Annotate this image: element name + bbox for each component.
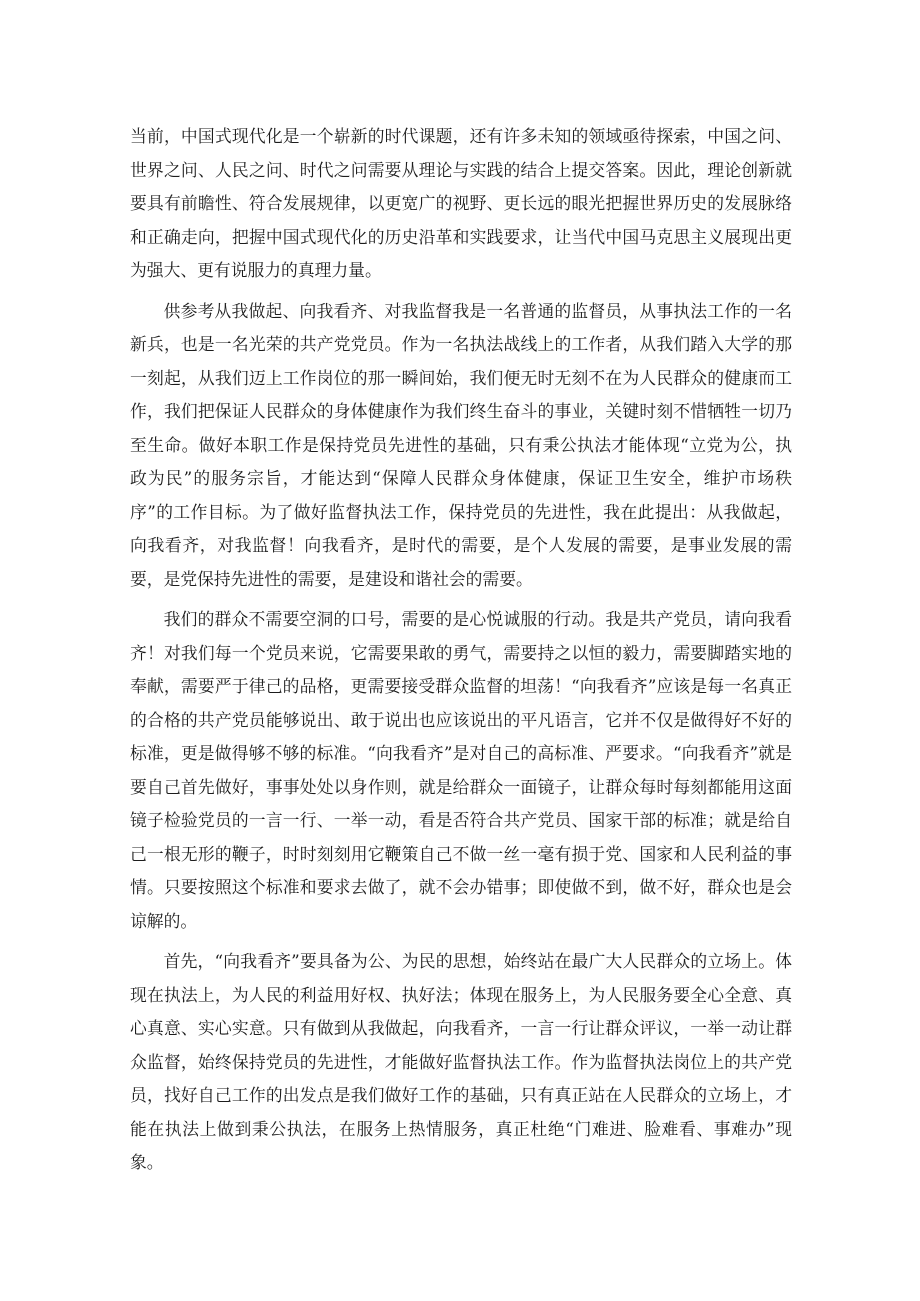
paragraph-2: 供参考从我做起、向我看齐、对我监督我是一名普通的监督员，从事执法工作的一名新兵，也是一名光荣的共产党党员。作为一名执法战线上的工作者，从我们踏入大学的那一刻起，从我们迈上工作岗位的那一瞬间始，我们便无时无刻不在为人民群众的健康而工作，我们把保证人民群众的身体健康作为我们终生奋斗的事业，关键时刻不惜牺牲一切乃至生命。做好本职工作是保持党员先进性的基础，只有秉公执法才能体现“立党为公，执政为民”的服务宗旨，才能达到“保障人民群众身体健康，保证卫生安全，维护市场秩序”的工作目标。为了做好监督执法工作，保持党员的先进性，我在此提出：从我做起，向我看齐，对我监督！向我看齐，是时代的需要，是个人发展的需要，是事业发展的需要，是党保持先进性的需要，是建设和谐社会的需要。 [130,300,792,589]
paragraph-1: 当前，中国式现代化是一个崭新的时代课题，还有许多未知的领域亟待探索，中国之问、世界之问、人民之问、时代之问需要从理论与实践的结合上提交答案。因此，理论创新就要具有前瞻性、符合发展规律，以更宽广的视野、更长远的眼光把握世界历史的发展脉络和正确走向，把握中国式现代化的历史沿革和实践要求，让当代中国马克思主义展现出更为强大、更有说服力的真理力量。 [130,126,792,280]
document-body [130,120,792,1187]
paragraph-3: 我们的群众不需要空洞的口号，需要的是心悦诚服的行动。我是共产党员，请向我看齐！对我们每一个党员来说，它需要果敢的勇气，需要持之以恒的毅力，需要脚踏实地的奉献，需要严于律己的品格，更需要接受群众监督的坦荡！“向我看齐”应该是每一名真正的合格的共产党员能够说出、敢于说出也应该说出的平凡语言，它并不仅是做得好不好的标准，更是做得够不够的标准。“向我看齐”是对自己的高标准、严要求。“向我看齐”就是要自己首先做好，事事处处以身作则，就是给群众一面镜子，让群众每时每刻都能用这面镜子检验党员的一言一行、一举一动，看是否符合共产党员、国家干部的标准；就是给自己一根无形的鞭子，时时刻刻用它鞭策自己不做一丝一毫有损于党、国家和人民利益的事情。只要按照这个标准和要求去做了，就不会办错事；即使做不到，做不好，群众也是会谅解的。 [130,609,792,931]
paragraph-4: 首先，“向我看齐”要具备为公、为民的思想，始终站在最广大人民群众的立场上。体现在执法上，为人民的利益用好权、执好法；体现在服务上，为人民服务要全心全意、真心真意、实心实意。只有做到从我做起，向我看齐，一言一行让群众评议，一举一动让群众监督，始终保持党员的先进性，才能做好监督执法工作。作为监督执法岗位上的共产党员，找好自己工作的出发点是我们做好工作的基础，只有真正站在人民群众的立场上，才能在执法上做到秉公执法，在服务上热情服务，真正杜绝“门难进、脸难看、事难办”现象。 [130,951,792,1172]
